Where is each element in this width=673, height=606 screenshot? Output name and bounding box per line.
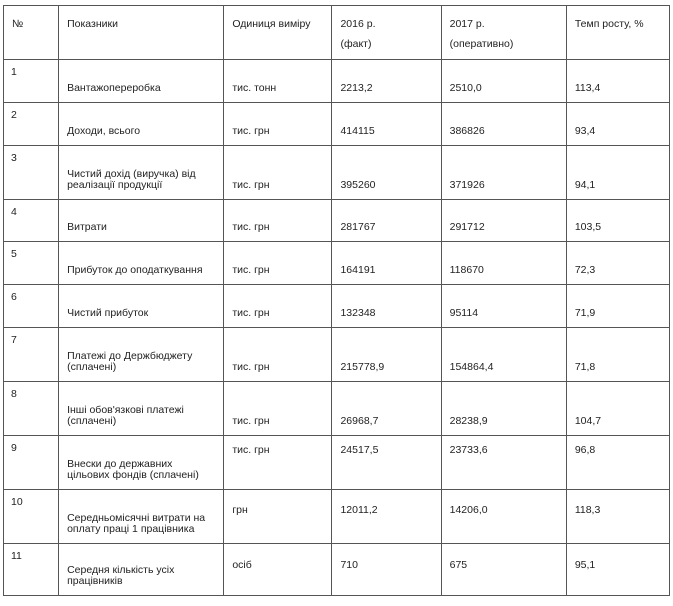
table-row (4, 382, 670, 436)
cell-unit: тис. грн (224, 242, 332, 285)
cell-indicator: Середньомісячні витрати на оплату праці 1 працівника (59, 490, 224, 544)
cell-growth-rate: 72,3 (566, 242, 669, 285)
cell-unit: грн (224, 490, 332, 544)
cell-indicator: Платежі до Держбюджету (сплачені) (59, 328, 224, 382)
cell-number: 9 (4, 436, 59, 490)
cell-2017: 28238,9 (441, 382, 566, 436)
cell-unit: тис. грн (224, 200, 332, 242)
table-row (4, 490, 670, 544)
cell-2017: 2510,0 (441, 60, 566, 103)
header-growth-rate: Темп росту, % (566, 6, 669, 60)
cell-indicator: Прибуток до оподаткування (59, 242, 224, 285)
cell-number: 1 (4, 60, 59, 103)
table-row (4, 103, 670, 146)
header-2017 (441, 6, 566, 60)
table-row (4, 242, 670, 285)
cell-unit: тис. тонн (224, 60, 332, 103)
table-row (4, 200, 670, 242)
table-row (4, 544, 670, 596)
cell-growth-rate: 95,1 (566, 544, 669, 596)
cell-2016: 24517,5 (332, 436, 441, 490)
cell-number: 8 (4, 382, 59, 436)
header-2016 (332, 6, 441, 60)
cell-unit: тис. грн (224, 436, 332, 490)
cell-2017: 118670 (441, 242, 566, 285)
cell-2016: 2213,2 (332, 60, 441, 103)
cell-2017: 386826 (441, 103, 566, 146)
table-header-row (4, 6, 670, 60)
cell-2017: 154864,4 (441, 328, 566, 382)
cell-unit: тис. грн (224, 285, 332, 328)
cell-unit: тис. грн (224, 146, 332, 200)
cell-growth-rate: 96,8 (566, 436, 669, 490)
table-row (4, 60, 670, 103)
cell-2017: 14206,0 (441, 490, 566, 544)
table-row (4, 328, 670, 382)
header-2017-note: (оперативно) (449, 38, 514, 50)
cell-unit: осіб (224, 544, 332, 596)
cell-2016: 215778,9 (332, 328, 441, 382)
cell-2017: 371926 (441, 146, 566, 200)
cell-2016: 12011,2 (332, 490, 441, 544)
cell-unit: тис. грн (224, 382, 332, 436)
cell-indicator: Середня кількість усіх працівників (59, 544, 224, 596)
cell-growth-rate: 71,9 (566, 285, 669, 328)
cell-growth-rate: 94,1 (566, 146, 669, 200)
cell-indicator: Чистий дохід (виручка) від реалізації продукції (59, 146, 224, 200)
cell-growth-rate: 113,4 (566, 60, 669, 103)
header-unit: Одиниця виміру (224, 6, 332, 60)
cell-unit: тис. грн (224, 328, 332, 382)
indicators-table (3, 5, 670, 596)
header-2016-year: 2016 р. (340, 18, 376, 30)
cell-number: 4 (4, 200, 59, 242)
cell-indicator: Вантажопереробка (59, 60, 224, 103)
cell-indicator: Чистий прибуток (59, 285, 224, 328)
cell-number: 5 (4, 242, 59, 285)
cell-growth-rate: 93,4 (566, 103, 669, 146)
cell-number: 11 (4, 544, 59, 596)
cell-growth-rate: 71,8 (566, 328, 669, 382)
table-row (4, 146, 670, 200)
cell-growth-rate: 118,3 (566, 490, 669, 544)
table-row (4, 285, 670, 328)
cell-number: 2 (4, 103, 59, 146)
cell-2017: 95114 (441, 285, 566, 328)
cell-2017: 23733,6 (441, 436, 566, 490)
cell-2016: 281767 (332, 200, 441, 242)
cell-2016: 164191 (332, 242, 441, 285)
cell-2016: 710 (332, 544, 441, 596)
cell-indicator: Витрати (59, 200, 224, 242)
header-indicator: Показники (59, 6, 224, 60)
cell-number: 3 (4, 146, 59, 200)
cell-2016: 414115 (332, 103, 441, 146)
cell-growth-rate: 103,5 (566, 200, 669, 242)
cell-number: 6 (4, 285, 59, 328)
cell-2017: 291712 (441, 200, 566, 242)
cell-indicator: Внески до державних цільових фондів (сплачені) (59, 436, 224, 490)
header-2017-year: 2017 р. (449, 18, 485, 30)
cell-unit: тис. грн (224, 103, 332, 146)
header-number: № (4, 6, 59, 60)
cell-indicator: Інші обов'язкові платежі (сплачені) (59, 382, 224, 436)
cell-2017: 675 (441, 544, 566, 596)
cell-number: 7 (4, 328, 59, 382)
cell-growth-rate: 104,7 (566, 382, 669, 436)
cell-2016: 395260 (332, 146, 441, 200)
table-row (4, 436, 670, 490)
cell-2016: 26968,7 (332, 382, 441, 436)
cell-2016: 132348 (332, 285, 441, 328)
cell-number: 10 (4, 490, 59, 544)
header-2016-note: (факт) (340, 38, 372, 50)
cell-indicator: Доходи, всього (59, 103, 224, 146)
